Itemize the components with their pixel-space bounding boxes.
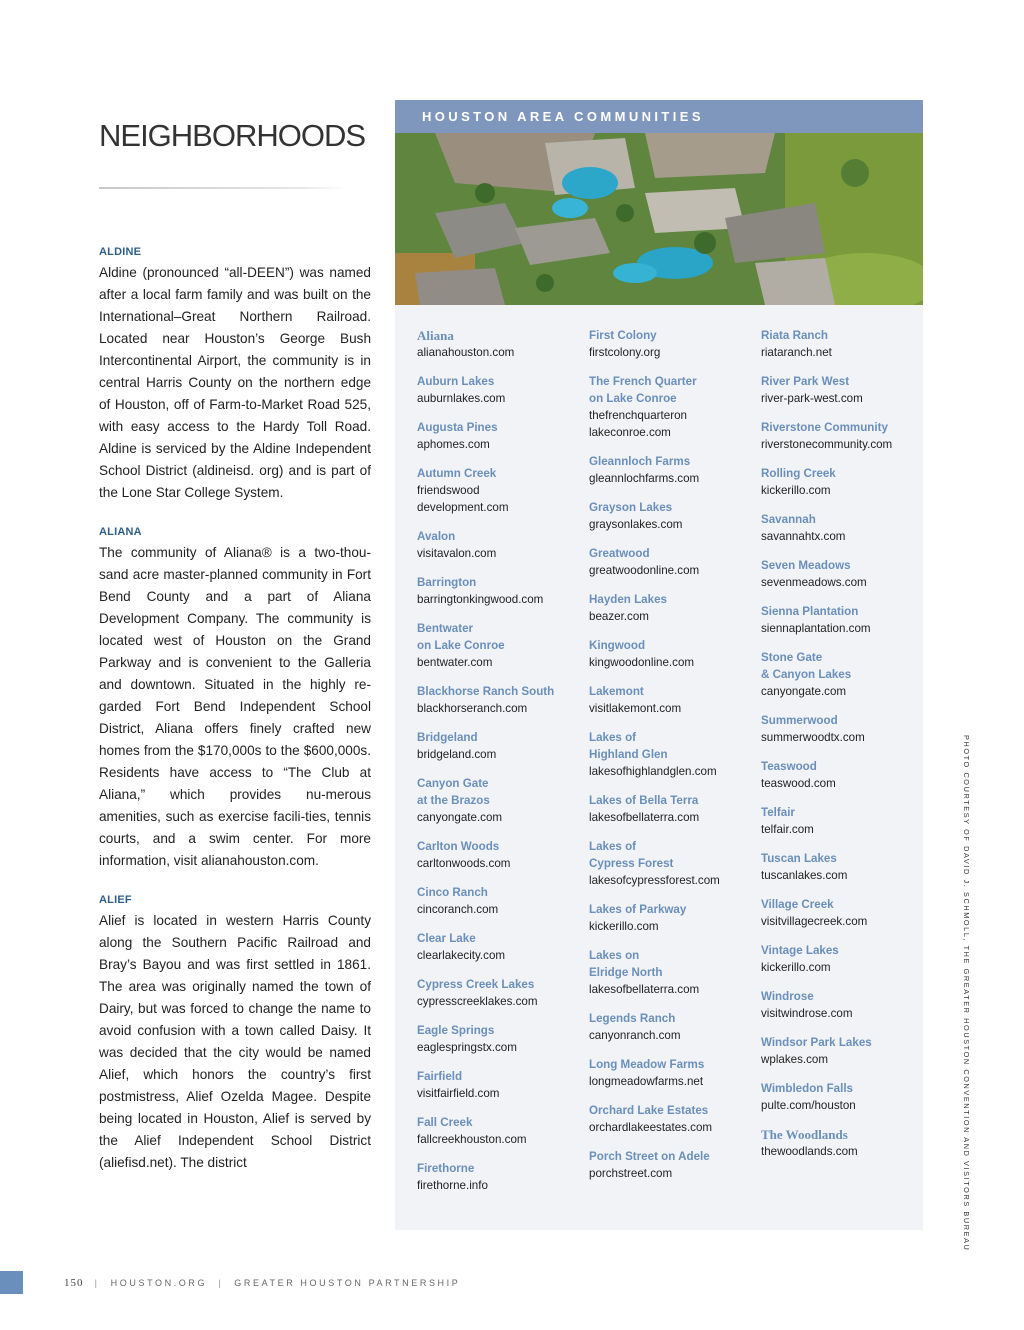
community-name: Stone Gate & Canyon Lakes [761, 651, 852, 681]
community-url[interactable]: visitavalon.com [417, 547, 497, 560]
community-url[interactable]: graysonlakes.com [589, 518, 683, 531]
community-url[interactable]: kickerillo.com [589, 920, 659, 933]
community-entry [761, 1034, 926, 1068]
community-entry [589, 327, 754, 361]
page-marker [0, 1271, 23, 1294]
community-name: The Woodlands [761, 1127, 848, 1142]
community-entry [761, 649, 926, 700]
community-name: Windrose [761, 990, 814, 1003]
community-name: Lakes of Parkway [589, 903, 687, 916]
community-entry [761, 988, 926, 1022]
community-column [761, 327, 926, 1172]
section-heading: ALIEF [99, 894, 132, 906]
community-entry [417, 976, 582, 1010]
community-entry [589, 499, 754, 533]
community-name: Summerwood [761, 714, 838, 727]
community-name: Teaswood [761, 760, 817, 773]
community-name: Legends Ranch [589, 1012, 676, 1025]
community-name: Eagle Springs [417, 1024, 495, 1037]
community-url[interactable]: cypresscreeklakes.com [417, 995, 538, 1008]
community-name: Vintage Lakes [761, 944, 839, 957]
community-name: Cinco Ranch [417, 886, 488, 899]
community-name: Fairfield [417, 1070, 463, 1083]
community-name: Long Meadow Farms [589, 1058, 705, 1071]
community-entry [761, 804, 926, 838]
community-url[interactable]: pulte.com/houston [761, 1099, 856, 1112]
community-name: Seven Meadows [761, 559, 851, 572]
community-url[interactable]: lakesofbellaterra.com [589, 983, 700, 996]
aerial-resort-photo [395, 133, 923, 305]
community-url[interactable]: bentwater.com [417, 656, 493, 669]
community-entry [417, 683, 582, 717]
community-entry [589, 1010, 754, 1044]
community-url[interactable]: cincoranch.com [417, 903, 499, 916]
community-url[interactable]: teaswood.com [761, 777, 836, 790]
community-entry [589, 453, 754, 487]
footer-site: HOUSTON.ORG [110, 1278, 208, 1288]
community-url[interactable]: eaglespringstx.com [417, 1041, 517, 1054]
community-url[interactable]: savannahtx.com [761, 530, 846, 543]
community-url[interactable]: friendswood development.com [417, 484, 509, 514]
community-entry [417, 838, 582, 872]
community-entry [761, 1126, 926, 1160]
community-url[interactable]: visitfairfield.com [417, 1087, 500, 1100]
community-name: Lakes of Cypress Forest [589, 840, 674, 870]
community-entry [761, 511, 926, 545]
community-name: Carlton Woods [417, 840, 500, 853]
community-column [417, 327, 582, 1206]
sidebar-header: HOUSTON AREA COMMUNITIES [395, 100, 923, 133]
community-url[interactable]: fallcreekhouston.com [417, 1133, 527, 1146]
community-column [589, 327, 754, 1194]
community-url[interactable]: visitlakemont.com [589, 702, 682, 715]
community-entry [417, 419, 582, 453]
community-url[interactable]: greatwoodonline.com [589, 564, 700, 577]
community-url[interactable]: riataranch.net [761, 346, 832, 359]
community-url[interactable]: river-park-west.com [761, 392, 863, 405]
community-entry [761, 712, 926, 746]
community-url[interactable]: wplakes.com [761, 1053, 829, 1066]
community-url[interactable]: canyongate.com [761, 685, 847, 698]
community-url[interactable]: thefrenchquarteron lakeconroe.com [589, 409, 687, 439]
community-entry [417, 620, 582, 671]
community-url[interactable]: firstcolony.org [589, 346, 661, 359]
community-entry [761, 373, 926, 407]
community-url[interactable]: sevenmeadows.com [761, 576, 867, 589]
community-url[interactable]: visitwindrose.com [761, 1007, 853, 1020]
community-entry [761, 419, 926, 453]
community-entry [589, 1148, 754, 1182]
community-name: Auburn Lakes [417, 375, 495, 388]
community-url[interactable]: summerwoodtx.com [761, 731, 865, 744]
community-entry [589, 901, 754, 935]
community-name: Lakes of Highland Glen [589, 731, 668, 761]
community-entry [589, 792, 754, 826]
community-name: Savannah [761, 513, 816, 526]
page-title: NEIGHBORHOODS [99, 118, 366, 153]
community-name: Hayden Lakes [589, 593, 667, 606]
article-body [99, 246, 371, 1196]
community-entry [417, 528, 582, 562]
community-entry [761, 758, 926, 792]
community-entry [417, 729, 582, 763]
community-name: Bentwater on Lake Conroe [417, 622, 505, 652]
community-entry [589, 1102, 754, 1136]
community-url[interactable]: clearlakecity.com [417, 949, 506, 962]
title-divider [99, 187, 349, 189]
community-url[interactable]: tuscanlakes.com [761, 869, 848, 882]
community-url[interactable]: kickerillo.com [761, 961, 831, 974]
community-url[interactable]: lakesofhighlandglen.com [589, 765, 717, 778]
photo-credit-text: PHOTO COURTESY OF DAVID J. SCHMOLL, THE GREATER HOUSTON CONVENTION AND VISITORS BUREAU [962, 735, 971, 1252]
community-entry [417, 465, 582, 516]
community-url[interactable]: visitvillagecreek.com [761, 915, 868, 928]
section-aldine [99, 246, 371, 504]
community-url[interactable]: beazer.com [589, 610, 649, 623]
community-url[interactable]: bridgeland.com [417, 748, 497, 761]
community-entry [417, 775, 582, 826]
community-entry [589, 591, 754, 625]
community-url[interactable]: orchardlakeestates.com [589, 1121, 713, 1134]
community-name: Riverstone Community [761, 421, 888, 434]
photo-credit [962, 735, 971, 1252]
community-entry [761, 603, 926, 637]
community-url[interactable]: thewoodlands.com [761, 1145, 858, 1158]
section-heading: ALIANA [99, 526, 142, 538]
community-entry [761, 327, 926, 361]
community-entry [589, 373, 754, 441]
community-entry [761, 850, 926, 884]
community-name: Lakemont [589, 685, 644, 698]
community-name: Lakes on Elridge North [589, 949, 663, 979]
community-name: Tuscan Lakes [761, 852, 837, 865]
community-entry [589, 1056, 754, 1090]
community-name: Grayson Lakes [589, 501, 673, 514]
community-entry [417, 1160, 582, 1194]
community-name: Orchard Lake Estates [589, 1104, 709, 1117]
community-entry [589, 683, 754, 717]
footer-separator: | [218, 1278, 224, 1288]
community-name: Village Creek [761, 898, 834, 911]
community-name: First Colony [589, 329, 657, 342]
community-entry [761, 896, 926, 930]
community-name: Lakes of Bella Terra [589, 794, 699, 807]
page-number: 150 [64, 1277, 84, 1289]
community-url[interactable]: canyonranch.com [589, 1029, 681, 1042]
community-entry [417, 884, 582, 918]
community-name: Gleannloch Farms [589, 455, 691, 468]
section-text: Alief is located in western Harris County along the Southern Pacific Railroad and Bray’s Bayou and was first settled in 1861. The area was originally named the town of Dairy, but was forced to change the name to avoid confusion with a town called Daisy. It was decided that the city would be named Alief, which honors the country’s first postmistress, Alief Ozelda Magee. Despite being located in Houston, Alief is served by the Alief Independent School District (aliefisd.net). The district [99, 913, 371, 1170]
section-text: The community of Aliana® is a two-thou-sand acre master-planned community in Fort Bend County and a part of Aliana Development Company. The community is located west of Houston on the Grand Parkway and is convenient to the Galleria and downtown. Situated in the highly re-garded Fort Bend Independent School District, Aliana offers finely crafted new homes from the $170,000s to the $600,000s. Residents have access to “The Club at Aliana,” which provides nu-merous amenities, such as exercise facili-ties, tennis courts, and a swim center. For more information, visit alianahouston.com. [99, 545, 371, 868]
community-entry [761, 1080, 926, 1114]
community-entry [417, 373, 582, 407]
community-entry [589, 838, 754, 889]
community-name: Telfair [761, 806, 795, 819]
community-name: Wimbledon Falls [761, 1082, 854, 1095]
community-url[interactable]: kickerillo.com [761, 484, 831, 497]
community-name: River Park West [761, 375, 850, 388]
community-name: Clear Lake [417, 932, 476, 945]
community-entry [589, 637, 754, 671]
community-url[interactable]: longmeadowfarms.net [589, 1075, 704, 1088]
community-entry [589, 545, 754, 579]
community-name: Rolling Creek [761, 467, 836, 480]
community-entry [417, 1114, 582, 1148]
community-name: Augusta Pines [417, 421, 498, 434]
section-heading: ALDINE [99, 246, 142, 258]
community-url[interactable]: lakesofbellaterra.com [589, 811, 700, 824]
aerial-photo-illustration [395, 133, 923, 305]
community-url[interactable]: kingwoodonline.com [589, 656, 695, 669]
community-url[interactable]: barringtonkingwood.com [417, 593, 544, 606]
community-name: Canyon Gate at the Brazos [417, 777, 490, 807]
community-name: Fall Creek [417, 1116, 473, 1129]
community-name: Avalon [417, 530, 456, 543]
page-footer [64, 1277, 460, 1289]
community-name: Sienna Plantation [761, 605, 859, 618]
footer-separator: | [94, 1278, 100, 1288]
community-url[interactable]: firethorne.info [417, 1179, 488, 1192]
community-entry [417, 930, 582, 964]
community-name: Windsor Park Lakes [761, 1036, 872, 1049]
community-name: Bridgeland [417, 731, 478, 744]
community-url[interactable]: carltonwoods.com [417, 857, 511, 870]
community-entry [417, 1068, 582, 1102]
community-url[interactable]: telfair.com [761, 823, 814, 836]
community-entry [589, 947, 754, 998]
community-url[interactable]: siennaplantation.com [761, 622, 871, 635]
community-name: Blackhorse Ranch South [417, 685, 555, 698]
community-url[interactable]: auburnlakes.com [417, 392, 506, 405]
community-name: Barrington [417, 576, 477, 589]
community-name: Greatwood [589, 547, 650, 560]
section-text: Aldine (pronounced “all-DEEN”) was named after a local farm family and was built on the International–Great Northern Railroad. Located near Houston’s George Bush Intercontinental Airport, the community is in central Harris County on the northern edge of Houston, off of Farm-to-Market Road 525, with easy access to the Hardy Toll Road. Aldine is serviced by the Aldine Independent School District (aldineisd. org) and is part of the Lone Star College System. [99, 265, 371, 500]
community-url[interactable]: canyongate.com [417, 811, 503, 824]
community-name: The French Quarter on Lake Conroe [589, 375, 697, 405]
community-entry [417, 327, 582, 361]
community-url[interactable]: gleannlochfarms.com [589, 472, 700, 485]
community-url[interactable]: riverstonecommunity.com [761, 438, 893, 451]
community-url[interactable]: blackhorseranch.com [417, 702, 528, 715]
community-name: Porch Street on Adele [589, 1150, 710, 1163]
community-url[interactable]: porchstreet.com [589, 1167, 673, 1180]
community-name: Autumn Creek [417, 467, 497, 480]
communities-sidebar [395, 100, 923, 1230]
section-aliana [99, 526, 371, 872]
community-entry [417, 1022, 582, 1056]
community-entry [417, 574, 582, 608]
section-alief [99, 894, 371, 1174]
community-name: Cypress Creek Lakes [417, 978, 535, 991]
community-url[interactable]: lakesofcypressforest.com [589, 874, 720, 887]
community-entry [761, 465, 926, 499]
community-url[interactable]: alianahouston.com [417, 346, 515, 359]
community-name: Firethorne [417, 1162, 475, 1175]
community-url[interactable]: aphomes.com [417, 438, 490, 451]
footer-org: GREATER HOUSTON PARTNERSHIP [234, 1278, 461, 1288]
community-name: Kingwood [589, 639, 646, 652]
community-entry [761, 942, 926, 976]
community-name: Riata Ranch [761, 329, 829, 342]
community-entry [589, 729, 754, 780]
community-entry [761, 557, 926, 591]
community-name: Aliana [417, 328, 454, 343]
